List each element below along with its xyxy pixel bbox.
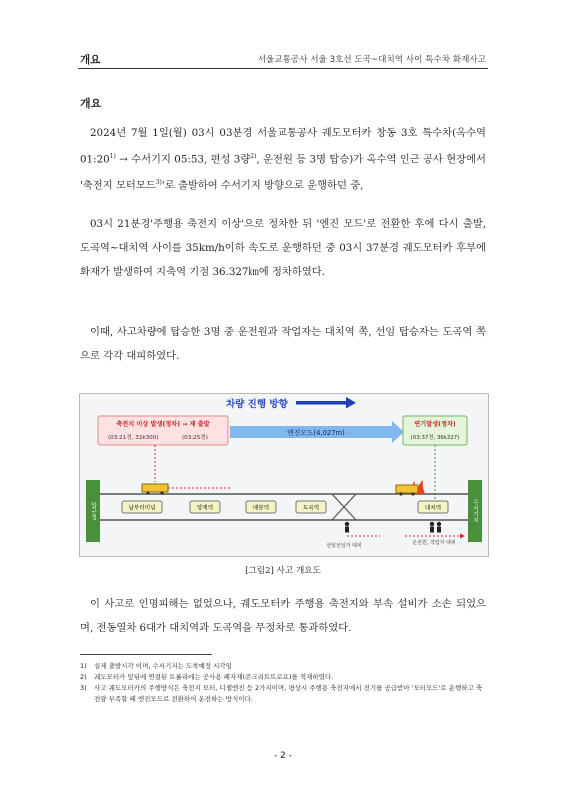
direction-arrow-icon <box>296 397 356 409</box>
station-yangjae <box>190 501 220 513</box>
event-smoke-time: (03:37경, 36k327) <box>410 435 460 441</box>
svg-text:도곡역: 도곡역 <box>302 505 320 512</box>
footnote-rule <box>80 654 212 655</box>
footnote-ref-3[interactable]: 3) <box>155 179 162 187</box>
paragraph-2: 03시 21분경'주행용 축전지 이상'으로 정차한 뒤 '엔진 모드'로 전환한 후에 다시 출발, 도곡역~대치역 사이를 35km/h이하 속도로 운행하던 중 03시 37분경 궤도모터카 후부에 화재가 발생하여 지축역 기점 36.327㎞에 정차하였다. <box>80 218 486 278</box>
person-icon <box>430 522 434 533</box>
person-icon <box>345 522 349 533</box>
station-nambu <box>122 501 162 513</box>
event-restart-time: (03:25경) <box>182 435 208 441</box>
svg-text:남부터미널: 남부터미널 <box>128 505 156 512</box>
svg-text:매봉역: 매봉역 <box>252 505 270 512</box>
depot-right-label: 수서기지 <box>471 499 479 523</box>
section-title: 개요 <box>80 97 102 110</box>
person-icon <box>437 522 441 533</box>
station-dogok <box>296 501 326 513</box>
paragraph-1: 2024년 7월 1일(월) 03시 03분경 서울교통공사 궤도모터카 창동 3호 특수차(옥수역 $01:20^{1)}$ → 수서기지 05:53, 편성 3량$^{2)}$, 운전원 등 3명 탑승)가 옥수역 인근 공사 현장에서 '축전지 모터모드$^{3)}$'로 출발하여 수서기지 방향으로 운행하던 중, <box>80 127 486 192</box>
motorcar-fault-icon <box>142 484 168 495</box>
station-maebong <box>246 501 276 513</box>
footnote-2: 2) 궤도모터카 앞뒤에 연결된 트롤리에는 공사용 폐자재(콘크리트트로프)를 적재하였다. <box>80 673 334 681</box>
paragraph-3: 이때, 사고차량에 탑승한 3명 중 운전원과 작업자는 대치역 쪽, 선임 탑승자는 도곡역 쪽으로 각각 대피하였다. <box>80 326 486 362</box>
footnote-ref-1[interactable]: 1) <box>109 153 116 160</box>
direction-label: 차량 진행 방향 <box>226 399 288 410</box>
event-smoke-title: 연기발생(정차) <box>414 421 456 428</box>
accident-diagram <box>79 393 489 557</box>
footnote-3: 3) 사고 궤도모터카의 주행방식은 축전지 모터, 디젤엔진 등 2가지이며, 평상시 주행용 축전지에서 전기를 공급받아 '모터모드'로 운행하고 축전량 부족할 때 엔진모드로 전환하여 운전하는 방식이다. <box>80 684 483 703</box>
accident-diagram-svg <box>80 394 488 556</box>
svg-text:대치역: 대치역 <box>424 505 442 512</box>
figure-caption: [그림2] 사고 개요도 <box>245 566 321 576</box>
header-rule <box>78 68 488 69</box>
evac-left-label: 선임선임자 대피 <box>326 543 362 549</box>
header-section: 개요 <box>80 54 101 66</box>
evac-right-label: 운전원, 작업자 대피 <box>412 540 456 546</box>
paragraph-4: 이 사고로 인명피해는 없었으나, 궤도모터카 주행용 축전지와 부속 설비가 소손 되었으며, 전동열차 6대가 대치역과 도곡역을 무정차로 통과하였다. <box>80 598 486 634</box>
footnotes <box>80 661 488 705</box>
header-doc-title: 서울교통공사 서울 3호선 도곡~대치역 사이 특수차 화재사고 <box>257 55 486 65</box>
event-battery-fault-title: 축전지 이상 발생(정차) → 재 출발 <box>116 421 210 428</box>
svg-text:양재역: 양재역 <box>196 505 214 512</box>
footnote-ref-2[interactable]: 2) <box>250 153 257 160</box>
event-battery-fault-time: (03:21경, 32k300) <box>108 435 159 441</box>
footnote-1: 1) 실제 출발시각 이며, 수서기지는 도착예정 시각임 <box>80 662 232 670</box>
page-number: - 2 - <box>274 751 292 761</box>
engine-mode-label: 엔진모드(4,027m) <box>287 429 345 437</box>
station-daechi <box>418 501 448 513</box>
depot-left-label: 압구정 <box>89 502 97 520</box>
